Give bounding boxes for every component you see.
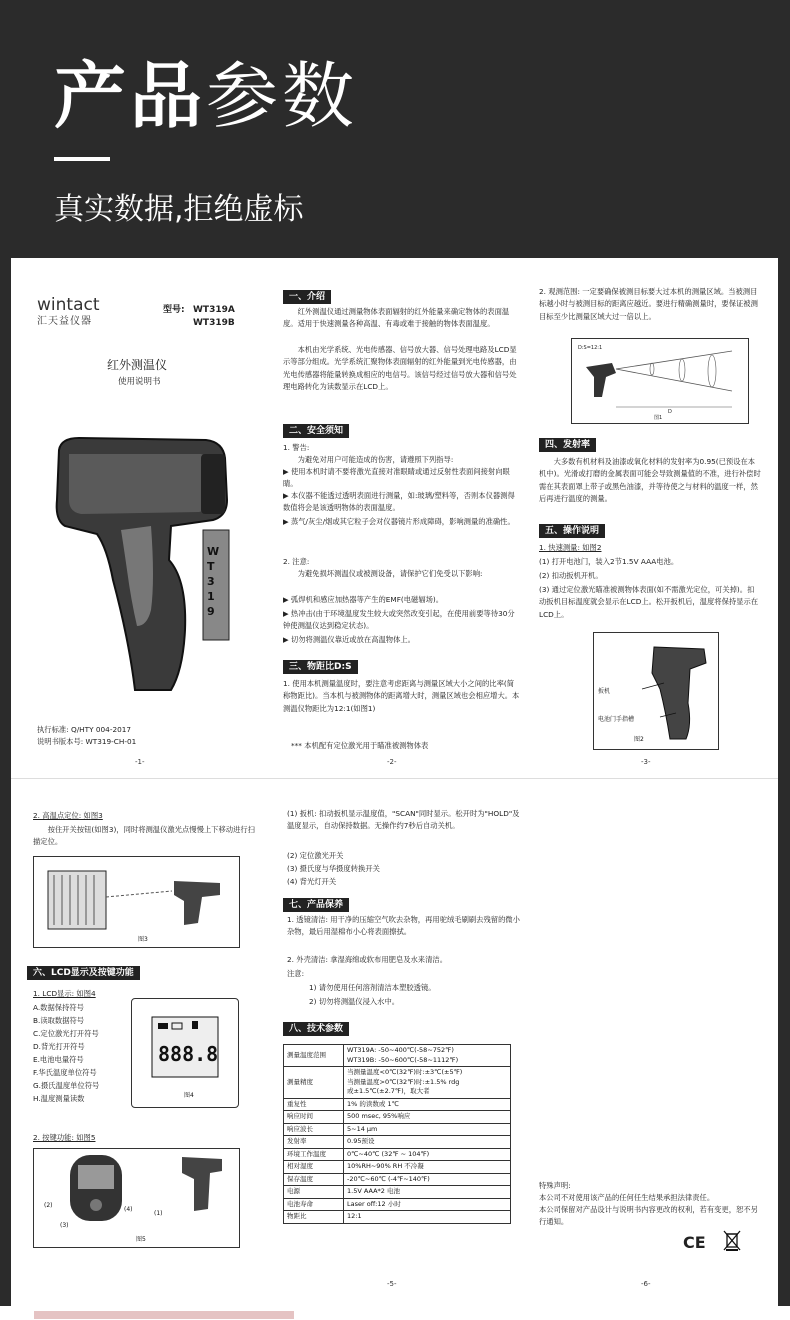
table-row: [284, 1211, 511, 1224]
warning-title: 1. 警告:: [283, 443, 310, 452]
spec-label: 保存温度: [284, 1173, 344, 1186]
lcd-legend-item: B.读取数据符号: [33, 1016, 85, 1025]
page-divider: [11, 778, 778, 779]
figure-5-label-2: (2): [44, 1202, 53, 1209]
spec-label: 响应时间: [284, 1111, 344, 1124]
spec-label: 相对湿度: [284, 1161, 344, 1174]
lcd-title: 1. LCD显示: 如图4: [33, 989, 96, 998]
hotspot-diagram: [34, 857, 238, 946]
statement-title: 特殊声明:: [539, 1181, 571, 1190]
hero-title: 产品参数: [54, 54, 359, 138]
operation-step-2: (2) 扣动扳机开机。: [539, 571, 603, 580]
page-number-2: -2-: [387, 758, 397, 766]
figure-2-trigger-label: 扳机: [598, 688, 611, 695]
page-number-6: -6-: [641, 1280, 651, 1288]
key-desc-2: (2) 定位激光开关: [287, 851, 344, 860]
weee-bin-icon: [723, 1230, 741, 1252]
spec-value: 500 msec, 95%响应: [344, 1111, 511, 1124]
figure-5-caption: 图5: [136, 1236, 146, 1243]
table-row: [284, 1136, 511, 1149]
cover-title: 红外测温仪: [107, 358, 168, 372]
spec-value: WT319A: -50~400℃(-58~752℉) WT319B: -50~600℃(-58~1112℉): [344, 1045, 511, 1067]
key-desc-1: (1) 扳机: 扣动扳机显示温度值，"SCAN"同时显示。松开时为"HOLD"及温度显示，自动保持数据。无操作约7秒后自动关机。: [287, 809, 520, 831]
key-title: 2. 按键功能: 如图5: [33, 1133, 96, 1142]
statement-2: 本公司保留对产品设计与说明书内容更改的权利，若有变更，恕不另行通知。: [539, 1205, 758, 1227]
spec-label: 环境工作温度: [284, 1148, 344, 1161]
ds-diagram: [572, 339, 747, 422]
section-safety-heading: 二、安全须知: [283, 424, 349, 438]
table-row: [284, 1067, 511, 1099]
range-paragraph: 2. 观测范围: 一定要确保被测目标要大过本机的测量区域。当被测目标越小时与被测目标的距离应越近。要进行精确测量时，要保证被测目标至少比测量区域大过一倍以上。: [539, 287, 758, 321]
section-specs-heading: 八、技术参数: [283, 1022, 349, 1036]
model-b: WT319B: [193, 318, 235, 328]
section-maintenance-heading: 七、产品保养: [283, 898, 349, 912]
maintenance-note-1: 1) 请勿使用任何溶剂清洁本塑胶透镜。: [309, 983, 436, 992]
next-section-peek: [34, 1311, 294, 1319]
caution-item-3: ▶ 切勿将测温仪靠近或放在高温物体上。: [283, 635, 415, 644]
ds-paragraph: 1. 使用本机测量温度时，要注意考虑距离与测量区域大小之间的比率(简称物距比)。当本机与被测物体的距离增大时，测量区域也会相应增大。本测温仪物距比为12:1(如图1): [283, 679, 520, 713]
lcd-legend-item: C.定位激光打开符号: [33, 1029, 99, 1038]
emissivity-paragraph: 大多数有机材料及油漆或氧化材料的发射率为0.95(已预设在本机中)。光滑或打磨的金属表面可能会导致测量值的不准，进行补偿时需在其表面罩上带子或黑色油漆，并等待使之与材料的温度一样，然后再进行温度的测量。: [539, 457, 761, 503]
operation-title: 1. 快速测量: 如图2: [539, 543, 602, 552]
maintenance-note-title: 注意:: [287, 969, 305, 978]
figure-4: [131, 998, 239, 1108]
hero-subtitle: 真实数据,拒绝虚标: [54, 192, 304, 227]
spec-value: 10%RH~90% RH 不冷凝: [344, 1161, 511, 1174]
intro-paragraph-1: 红外测温仪通过测量物体表面辐射的红外能量来确定物体的表面温度。适用于快速测量各种高温、有毒或难于接触的物体表面温度。: [283, 307, 510, 329]
section-intro-heading: 一、介绍: [283, 290, 331, 304]
figure-5: [33, 1148, 240, 1248]
manual-sheet: [11, 258, 778, 1306]
spec-label: 物距比: [284, 1211, 344, 1224]
figure-2-battery-label: 电池门手指槽: [598, 716, 635, 723]
svg-text:9: 9: [207, 605, 215, 618]
intro-paragraph-2: 本机由光学系统、光电传感器、信号放大器、信号处理电路及LCD显示等部分组成。光学系统汇聚物体表面辐射的红外能量到光电传感器，由光电传感器将能量转换成相应的电信号。该信号经过信号放大器和信号处理电路转化为读数显示在LCD上。: [283, 345, 517, 391]
keys-diagram: [34, 1149, 238, 1246]
spec-value: 0℃~40℃ (32℉ ~ 104℉): [344, 1148, 511, 1161]
hotspot-paragraph: 按住开关按钮(如图3)，同时将测温仪激光点慢慢上下移动进行扫描定位。: [33, 825, 255, 847]
spec-value: Laser off:12 小时: [344, 1198, 511, 1211]
gun-side-diagram: [594, 633, 717, 748]
caution-item-1: ▶ 弧焊机和感应加热器等产生的EMF(电磁辐场)。: [283, 595, 444, 604]
table-row: [284, 1198, 511, 1211]
clean-lens: 1. 透镜清洁: 用干净的压缩空气吹去杂物，再用驼绒毛刷刷去残留的微小杂物，最后用湿棉布小心将表面擦拭。: [287, 915, 520, 937]
table-row: [284, 1045, 511, 1067]
lcd-diagram: [132, 999, 237, 1106]
cover-standard: 执行标准: Q/HTY 004-2017: [37, 725, 132, 734]
table-row: [284, 1161, 511, 1174]
key-desc-3: (3) 摄氏度与华摄度转换开关: [287, 864, 380, 873]
caution-item-2: ▶ 热冲击(由于环境温度发生较大或突然改变引起，在使用前要等待30分钟使测温仪达到稳定状态)。: [283, 609, 515, 631]
clean-case: 2. 外壳清洁: 拿湿海绵或软布用肥皂及水来清洁。: [287, 955, 447, 964]
svg-text:W: W: [207, 545, 220, 558]
warning-item-2: ▶ 本仪器不能透过透明表面进行测量，如:玻璃/塑料等，否则本仪器测得数值将会是该透明物体的表面温度。: [283, 491, 515, 513]
key-desc-4: (4) 背光灯开关: [287, 877, 337, 886]
table-row: [284, 1186, 511, 1199]
figure-2: [593, 632, 719, 750]
spec-label: 响应波长: [284, 1123, 344, 1136]
figure-3-caption: 图3: [138, 936, 148, 943]
svg-text:D: D: [668, 409, 672, 415]
figure-1-caption: 图1: [654, 415, 663, 421]
hotspot-title: 2. 高温点定位: 如图3: [33, 811, 103, 820]
table-row: [284, 1148, 511, 1161]
model-label: 型号:: [163, 305, 185, 315]
lcd-legend-item: F.华氏温度单位符号: [33, 1068, 97, 1077]
lcd-legend-item: H.温度测量读数: [33, 1094, 85, 1103]
figure-5-label-1: (1): [154, 1210, 163, 1217]
model-a: WT319A: [193, 305, 235, 315]
operation-step-3: (3) 通过定位激光瞄准被测物体表面(如不需激光定位，可关掉)。扣动扳机目标温度就会显示在LCD上。松开扳机后，温度将保持显示在LCD上。: [539, 585, 759, 619]
ds-ratio-label: D:S=12:1: [578, 345, 603, 351]
spec-value: -20℃~60℃ (-4℉~140℉): [344, 1173, 511, 1186]
laser-note: *** 本机配有定位激光用于瞄准被测物体表: [291, 741, 429, 750]
thermometer-gun-illustration: [51, 430, 241, 700]
spec-label: 测量精度: [284, 1067, 344, 1099]
lcd-reading: 888.8: [158, 1042, 219, 1066]
lcd-legend-item: E.电池电量符号: [33, 1055, 84, 1064]
operation-step-1: (1) 打开电池门，装入2节1.5V AAA电池。: [539, 557, 679, 566]
page-number-1: -1-: [135, 758, 145, 766]
table-row: [284, 1098, 511, 1111]
ce-mark: CE: [683, 1233, 706, 1252]
table-row: [284, 1173, 511, 1186]
spec-value: 1% 的读数或 1℃: [344, 1098, 511, 1111]
section-ds-heading: 三、物距比D:S: [283, 660, 358, 674]
brand-logo: wintact: [37, 295, 100, 315]
spec-label: 电源: [284, 1186, 344, 1199]
svg-text:1: 1: [207, 590, 215, 603]
warning-item-1: ▶ 使用本机时请不要将激光直接对准眼睛或通过反射性表面间接射向眼睛。: [283, 467, 510, 489]
brand-cn: 汇天益仪器: [37, 316, 92, 327]
spec-value: 当测量温度<0℃(32℉)时:±3℃(±5℉) 当测量温度>0℃(32℉)时:±1.5% rdg 或±1.5℃(±2.7℉)，取大者: [344, 1067, 511, 1099]
section-operation-heading: 五、操作说明: [539, 524, 605, 538]
section-emissivity-heading: 四、发射率: [539, 438, 596, 452]
figure-5-label-4: (4): [124, 1206, 133, 1213]
hero-divider: [54, 157, 110, 161]
figure-5-label-3: (3): [60, 1222, 69, 1229]
spec-label: 重复性: [284, 1098, 344, 1111]
figure-4-caption: 图4: [184, 1092, 194, 1099]
warning-intro: 为避免对用户可能造成的伤害，请遵照下列指导:: [297, 455, 454, 464]
page-number-5: -5-: [387, 1280, 397, 1288]
spec-label: 发射率: [284, 1136, 344, 1149]
cover-version: 说明书版本号: WT319-CH-01: [37, 737, 137, 746]
lcd-legend-item: D.背光打开符号: [33, 1042, 85, 1051]
spec-value: 1.5V AAA*2 电池: [344, 1186, 511, 1199]
spec-value: 5~14 μm: [344, 1123, 511, 1136]
section-lcd-heading: 六、LCD显示及按键功能: [27, 966, 140, 980]
cover-subtitle: 使用说明书: [118, 377, 161, 387]
table-row: [284, 1123, 511, 1136]
spec-value: 12:1: [344, 1211, 511, 1224]
table-row: [284, 1111, 511, 1124]
spec-value: 0.95预设: [344, 1136, 511, 1149]
svg-text:3: 3: [207, 575, 215, 588]
caution-intro: 为避免损坏测温仪或被测设备，请保护它们免受以下影响:: [297, 569, 483, 578]
statement-1: 本公司不对使用该产品的任何任生结果承担法律责任。: [539, 1193, 715, 1202]
figure-2-caption: 图2: [634, 736, 644, 743]
specs-table: [283, 1044, 511, 1224]
lcd-legend-item: A.数据保持符号: [33, 1003, 84, 1012]
maintenance-note-2: 2) 切勿将测温仪浸入水中。: [309, 997, 400, 1006]
spec-label: 电池寿命: [284, 1198, 344, 1211]
warning-item-3: ▶ 蒸气/灰尘/烟或其它粒子会对仪器镜片形成障碍，影响测量的准确性。: [283, 517, 515, 526]
spec-label: 测量温度范围: [284, 1045, 344, 1067]
figure-1: [571, 338, 749, 424]
figure-3: [33, 856, 240, 948]
svg-text:T: T: [207, 560, 215, 573]
caution-title: 2. 注意:: [283, 557, 310, 566]
lcd-legend-item: G.摄氏温度单位符号: [33, 1081, 100, 1090]
page-number-3: -3-: [641, 758, 651, 766]
